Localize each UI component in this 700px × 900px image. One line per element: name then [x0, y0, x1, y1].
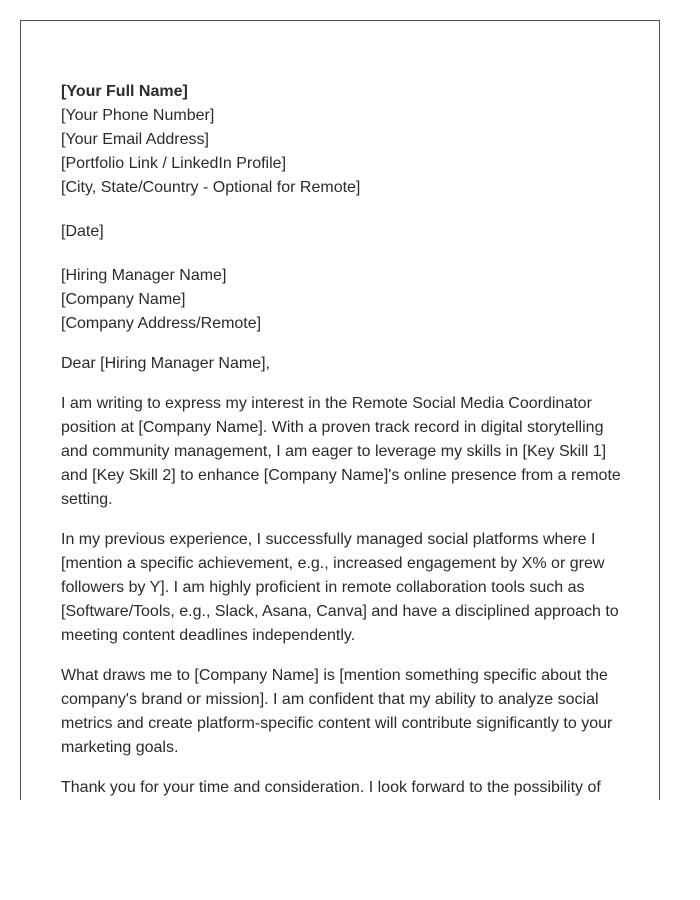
salutation-block: [61, 352, 631, 376]
paragraph-line: I am writing to express my interest in the Remote Social Media Coordinator: [61, 395, 592, 412]
recipient-company: [Company Name]: [61, 291, 186, 308]
recipient-block: [61, 264, 631, 336]
paragraph-line: company's brand or mission]. I am confident that my ability to analyze social: [61, 691, 599, 708]
paragraph-line: meeting content deadlines independently.: [61, 627, 356, 644]
paragraph-line: setting.: [61, 491, 113, 508]
paragraph-line: Thank you for your time and consideration. I look forward to the possibility of: [61, 779, 601, 796]
paragraph-line: followers by Y]. I am highly proficient in remote collaboration tools such as: [61, 579, 585, 596]
letter-date: [Date]: [61, 223, 104, 240]
letter-page: [20, 20, 660, 800]
date-block: [61, 220, 631, 244]
sender-email: [Your Email Address]: [61, 131, 209, 148]
sender-portfolio: [Portfolio Link / LinkedIn Profile]: [61, 155, 287, 172]
recipient-manager: [Hiring Manager Name]: [61, 267, 227, 284]
letter-content: [61, 80, 631, 800]
paragraph-line: What draws me to [Company Name] is [mention something specific about the: [61, 667, 608, 684]
sender-name: [Your Full Name]: [61, 83, 188, 100]
paragraph-line: metrics and create platform-specific content will contribute significantly to your: [61, 715, 613, 732]
sender-location: [City, State/Country - Optional for Remote]: [61, 179, 361, 196]
paragraph-line: [Software/Tools, e.g., Slack, Asana, Canva] and have a disciplined approach to: [61, 603, 619, 620]
sender-phone: [Your Phone Number]: [61, 107, 215, 124]
body-paragraph-3: [61, 664, 631, 760]
body-paragraph-1: [61, 392, 631, 512]
paragraph-line: position at [Company Name]. With a proven track record in digital storytelling: [61, 419, 604, 436]
paragraph-line: In my previous experience, I successfully managed social platforms where I: [61, 531, 596, 548]
sender-block: [61, 80, 631, 200]
body-paragraph-4: [61, 776, 631, 800]
paragraph-line: and [Key Skill 2] to enhance [Company Name]'s online presence from a remote: [61, 467, 621, 484]
paragraph-line: [mention a specific achievement, e.g., increased engagement by X% or grew: [61, 555, 605, 572]
salutation: Dear [Hiring Manager Name],: [61, 355, 270, 372]
recipient-address: [Company Address/Remote]: [61, 315, 262, 332]
body-paragraph-2: [61, 528, 631, 648]
paragraph-line: marketing goals.: [61, 739, 179, 756]
paragraph-line: and community management, I am eager to leverage my skills in [Key Skill 1]: [61, 443, 607, 460]
